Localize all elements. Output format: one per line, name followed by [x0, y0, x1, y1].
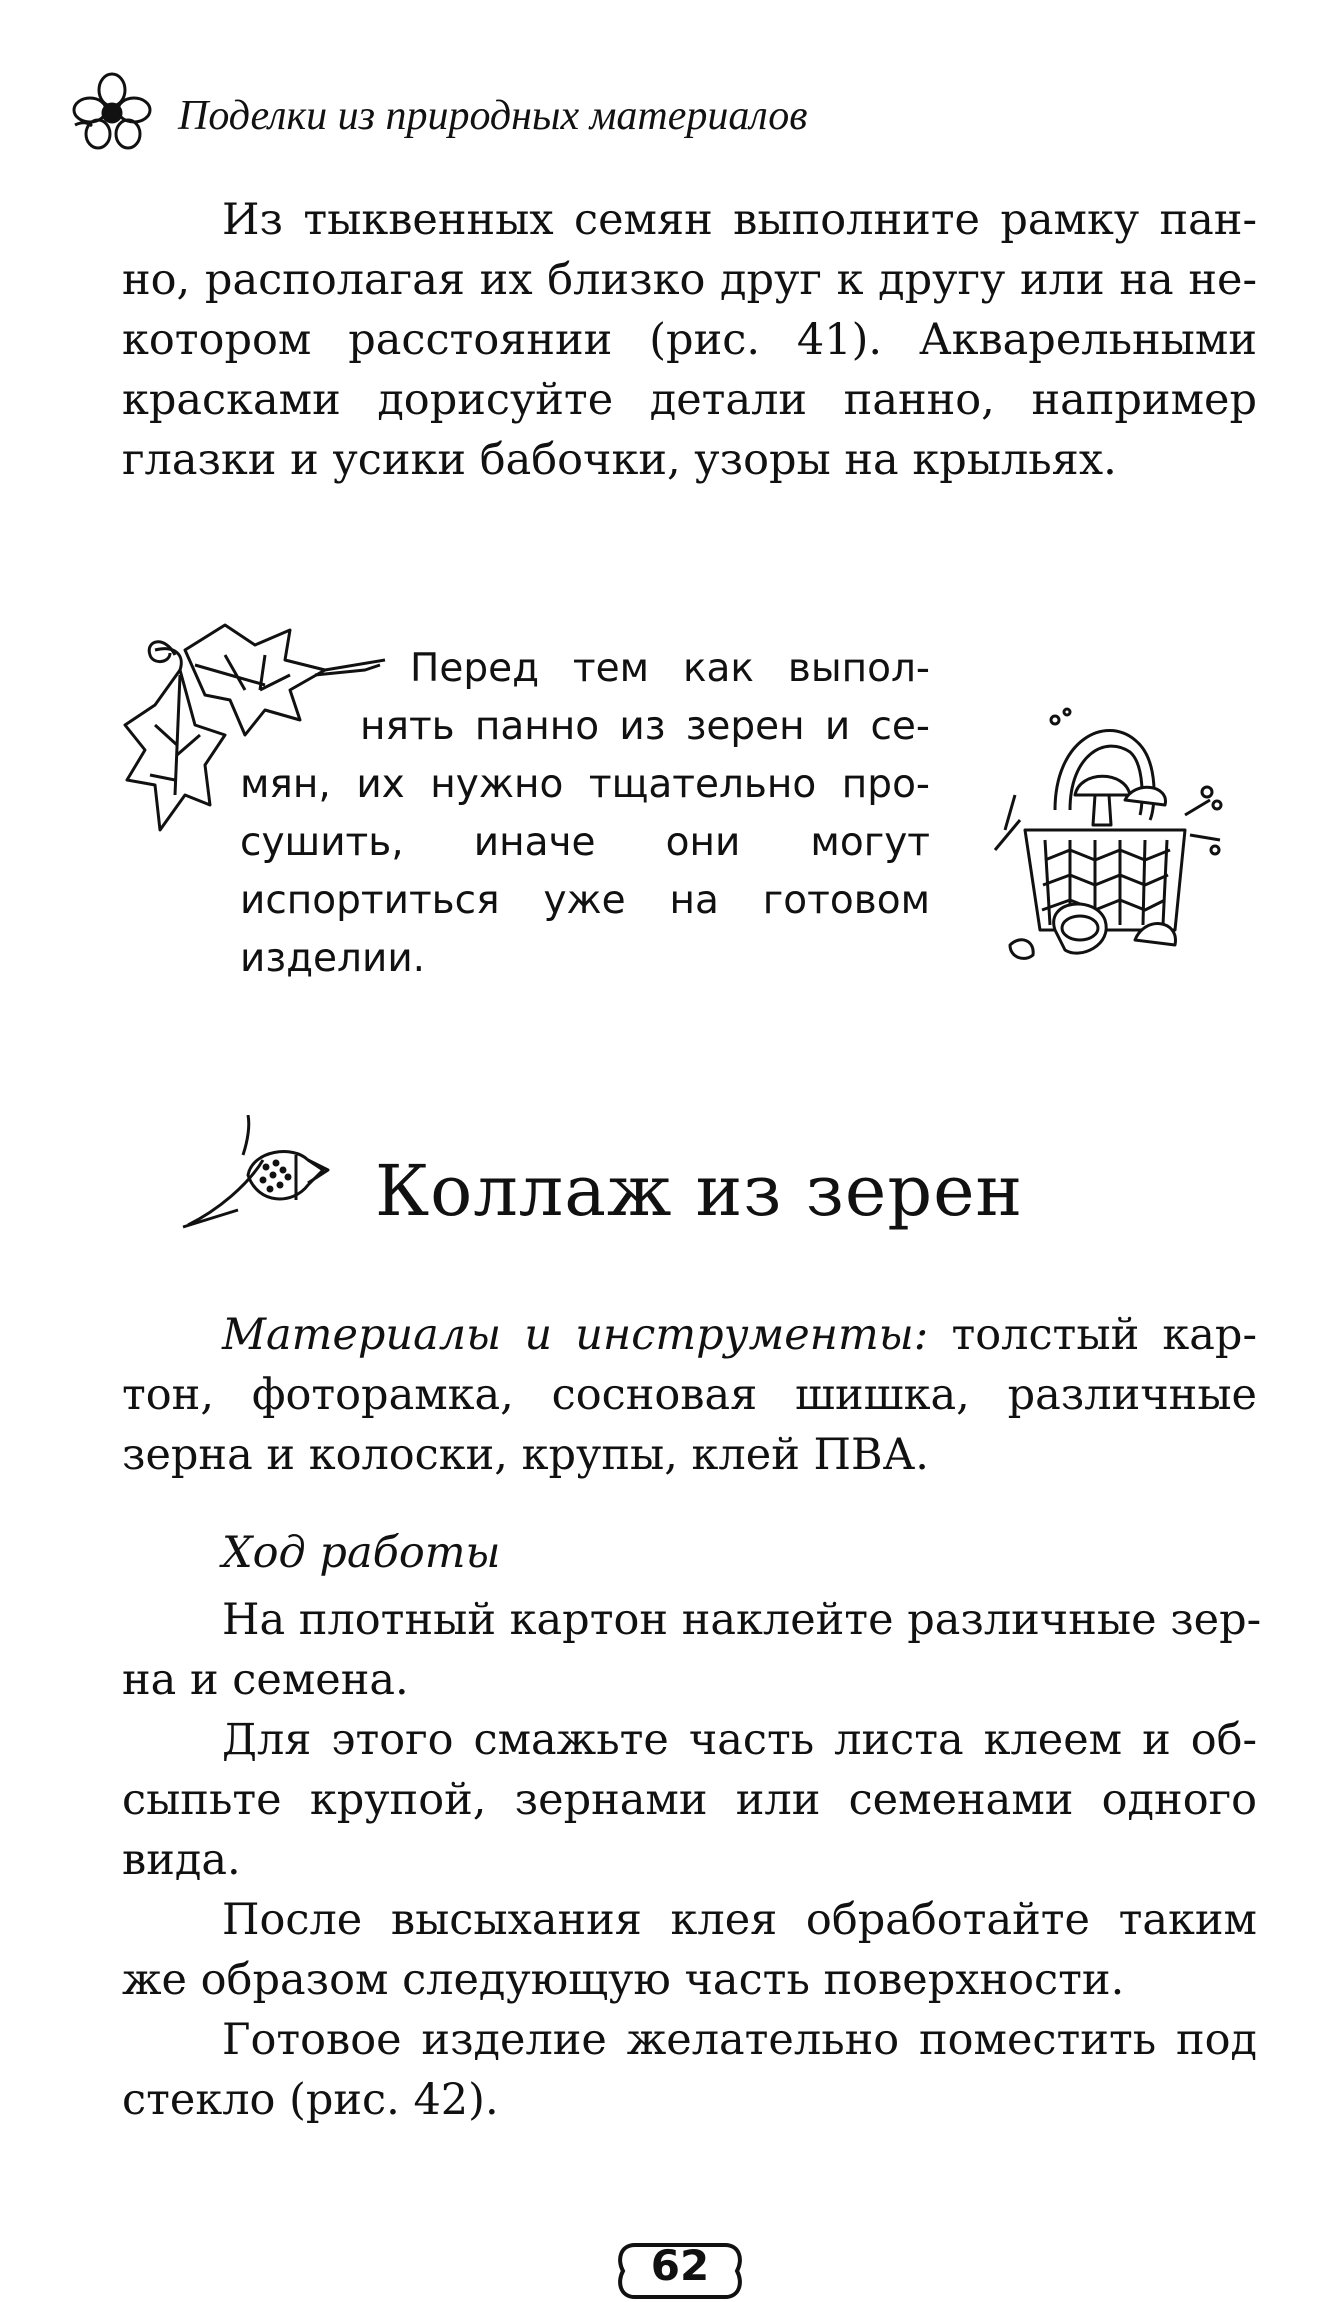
- text-line: [122, 1305, 1257, 1365]
- section-title: Коллаж из зерен: [375, 1150, 1024, 1232]
- mushroom-basket-illustration: [985, 700, 1225, 980]
- text-line: на и семена.: [122, 1655, 409, 1705]
- text-line: После высыхания клея обработайте таким: [222, 1895, 1257, 1945]
- materials-paragraph: [122, 1305, 1257, 1485]
- work-heading: Ход работы: [222, 1528, 501, 1578]
- text-line: стекло (рис. 42).: [122, 2075, 499, 2125]
- acorn-icon: [178, 1115, 358, 1235]
- text-line: Перед тем как выпол-: [410, 646, 930, 691]
- steps-paragraph: [122, 1590, 1262, 2130]
- text-line: Готовое изделие желательно поместить под: [222, 2015, 1257, 2065]
- text-line: Из тыквенных семян выполните рамку пан-: [222, 195, 1257, 245]
- text-line: но, располагая их близко друг к другу или на не-: [122, 255, 1257, 305]
- text-line: мян, их нужно тщательно про-: [240, 762, 930, 807]
- materials-label: Материалы и инструменты:: [222, 1310, 929, 1360]
- text-line: Для этого смажьте часть листа клеем и об-: [222, 1715, 1257, 1765]
- text-line: испортиться уже на готовом: [240, 878, 930, 923]
- text-line: котором расстоянии (рис. 41). Акварельными: [122, 315, 1257, 365]
- text-line: вида.: [122, 1835, 241, 1885]
- text-line: же образом следующую часть поверхности.: [122, 1955, 1125, 2005]
- text-line: глазки и усики бабочки, узоры на крыльях.: [122, 435, 1117, 485]
- text-line: изделии.: [240, 936, 426, 981]
- text-line: сыпьте крупой, зернами или семенами одного: [122, 1775, 1257, 1825]
- page-number: 62: [650, 2241, 710, 2290]
- text-line: зерна и колоски, крупы, клей ПВА.: [122, 1430, 929, 1480]
- text-line: На плотный картон наклейте различные зер-: [222, 1595, 1262, 1645]
- text-line: сушить, иначе они могут: [240, 820, 930, 865]
- text-line: нять панно из зерен и се-: [360, 704, 930, 749]
- text-line: красками дорисуйте детали панно, например: [122, 375, 1257, 425]
- tip-note: [240, 640, 930, 988]
- text-line: тон, фоторамка, сосновая шишка, различные: [122, 1370, 1257, 1420]
- materials-text: толстый кар-: [928, 1310, 1257, 1360]
- intro-paragraph: [122, 190, 1257, 490]
- running-header: Поделки из природных материалов: [178, 93, 808, 139]
- flower-icon: [70, 70, 155, 155]
